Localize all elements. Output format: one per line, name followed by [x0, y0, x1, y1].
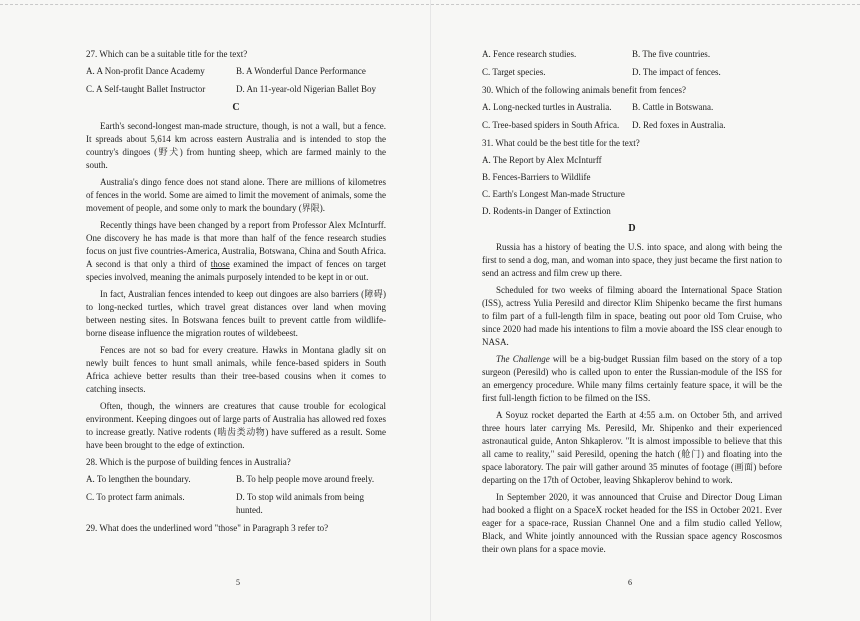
option-27b: B. A Wonderful Dance Performance: [236, 66, 366, 76]
option-28a: A. To lengthen the boundary.: [86, 474, 191, 484]
option-27d: D. An 11-year-old Nigerian Ballet Boy: [236, 84, 376, 94]
paragraph-3-text-start: Recently things have been changed by a report from Professor Alex McInturff. One discovery he has made is that more than half of the fence research studies focus on just five countries-America, Australia, Botswana, China and South Africa. A second is that only a third of: [86, 220, 386, 269]
option-27c: C. A Self-taught Ballet Instructor: [86, 84, 206, 94]
question-30-options-row-2: [482, 119, 782, 132]
question-27-options-row-1: [86, 65, 386, 78]
option-31d: D. Rodents-in Danger of Extinction: [482, 206, 611, 216]
question-27-stem: 27. Which can be a suitable title for the text?: [86, 49, 248, 59]
question-28-stem: 28. Which is the purpose of building fences in Australia?: [86, 457, 291, 467]
passage-d-paragraph-1: Russia has a history of beating the U.S. into space, and along with being the first to send a dog, man, and woman into space, they just became the first nation to send an actress and film crew up there.: [482, 242, 782, 278]
passage-c-paragraph-6: Often, though, the winners are creatures that cause trouble for ecological environment. Keeping dingoes out of large parts of Australia has allowed red foxes to increase greatly. Native rodents (啮齿类动物) have suffered as a result. Some have been brought to the edge of extinction.: [86, 401, 386, 450]
option-28c: C. To protect farm animals.: [86, 492, 185, 502]
option-28d: D. To stop wild animals from being hunted.: [236, 492, 364, 515]
question-29-options-row-1: [482, 48, 782, 61]
question-29-options-row-2: [482, 66, 782, 79]
page-number-right: 6: [628, 578, 632, 587]
section-heading-d: D: [628, 223, 636, 234]
section-heading-c: C: [232, 102, 240, 113]
paragraph-3-text: will be a big-budget Russian film based on the story of a top surgeon (Peresild) who is called upon to enter the Russian-module of the ISS for an emergency procedure. While many films certainly feature space, it will be the first full-length fiction to be filmed on the ISS.: [482, 354, 782, 403]
left-page-column: [86, 48, 386, 539]
option-30b: B. Cattle in Botswana.: [632, 102, 714, 112]
question-29-stem: 29. What does the underlined word "those" in Paragraph 3 refer to?: [86, 523, 329, 533]
option-29a: A. Fence research studies.: [482, 49, 577, 59]
option-31b: B. Fences-Barriers to Wildlife: [482, 172, 591, 182]
option-29b: B. The five countries.: [632, 49, 711, 59]
question-30-stem: 30. Which of the following animals benefit from fences?: [482, 85, 687, 95]
underlined-word-those: those: [210, 259, 230, 269]
passage-d-paragraph-3: [482, 353, 782, 405]
passage-d-paragraph-4: A Soyuz rocket departed the Earth at 4:55 a.m. on October 5th, and arrived three hours later carrying Ms. Peresild, Mr. Shipenko and their experienced astronautical guide, Anton Shkaplerov. "It is almost impossible to believe that this all came to reality," said Peresild, opening the hatch (舱门) and floating into the space laboratory. The pair will gather around 35 minutes of footage (画面) before departing on the 17th of October, leaving Shkaplerov behind to work.: [482, 410, 782, 485]
passage-c-paragraph-3: [86, 219, 386, 284]
paragraph-3-text-end: examined the impact of fences on target species involved, meaning the animals purposely intended to be kept in or out.: [86, 259, 387, 282]
passage-c-paragraph-1: Earth's second-longest man-made structure, though, is not a wall, but a fence. It spreads about 5,614 km across eastern Australia and is intended to stop the country's dingoes (野犬) from hunting sheep, which are farmed mainly to the south.: [86, 121, 386, 170]
option-31a: A. The Report by Alex McInturff: [482, 155, 602, 165]
question-28-options-row-1: [86, 473, 386, 486]
option-31c: C. Earth's Longest Man-made Structure: [482, 189, 625, 199]
right-page-column: [482, 48, 782, 560]
option-29d: D. The impact of fences.: [632, 67, 721, 77]
page-number-left: 5: [236, 578, 240, 587]
option-28b: B. To help people move around freely.: [236, 474, 375, 484]
question-27-options-row-2: [86, 83, 386, 96]
film-title-the-challenge: The Challenge: [496, 354, 550, 364]
option-30c: C. Tree-based spiders in South Africa.: [482, 120, 620, 130]
option-29c: C. Target species.: [482, 67, 546, 77]
question-28-options-row-2: [86, 491, 386, 517]
option-30d: D. Red foxes in Australia.: [632, 120, 726, 130]
passage-d-paragraph-5: In September 2020, it was announced that Cruise and Director Doug Liman had booked a flight on a SpaceX rocket headed for the ISS in October 2021. Ever eager for a space-race, Russian Channel One and a film studio called Yellow, Black, and White jointly announced with the Russian space agency Roscosmos their own plans for a space movie.: [482, 492, 782, 554]
passage-c-paragraph-4: In fact, Australian fences intended to keep out dingoes are also barriers (障碍) to long-necked turtles, which travel great distances over land when moving between nesting sites. In Botswana fences built to prevent cattle from wildlife-borne disease influence the migration routes of wildebeest.: [86, 289, 386, 338]
passage-d-paragraph-2: Scheduled for two weeks of filming aboard the International Space Station (ISS), actress Yulia Peresild and director Klim Shipenko became the first humans to film part of a full-length film in space, beating out poor old Tom Cruise, who since 2020 had made his intentions to film a movie aboard the ISS clear enough to NASA.: [482, 285, 782, 347]
question-30-options-row-1: [482, 101, 782, 114]
option-30a: A. Long-necked turtles in Australia.: [482, 102, 612, 112]
option-27a: A. A Non-profit Dance Academy: [86, 66, 205, 76]
page-fold-divider: [430, 0, 431, 621]
passage-c-paragraph-2: Australia's dingo fence does not stand alone. There are millions of kilometres of fences in the world. Some are aimed to limit the movement of animals, some the movement of people, and some only to mark the boundary (界限).: [86, 177, 386, 213]
passage-c-paragraph-5: Fences are not so bad for every creature. Hawks in Montana gladly sit on newly built fences to hunt small animals, while fence-based spiders in South Africa achieve better results than their tree-based cousins when it comes to catching insects.: [86, 345, 386, 394]
question-31-stem: 31. What could be the best title for the text?: [482, 138, 640, 148]
